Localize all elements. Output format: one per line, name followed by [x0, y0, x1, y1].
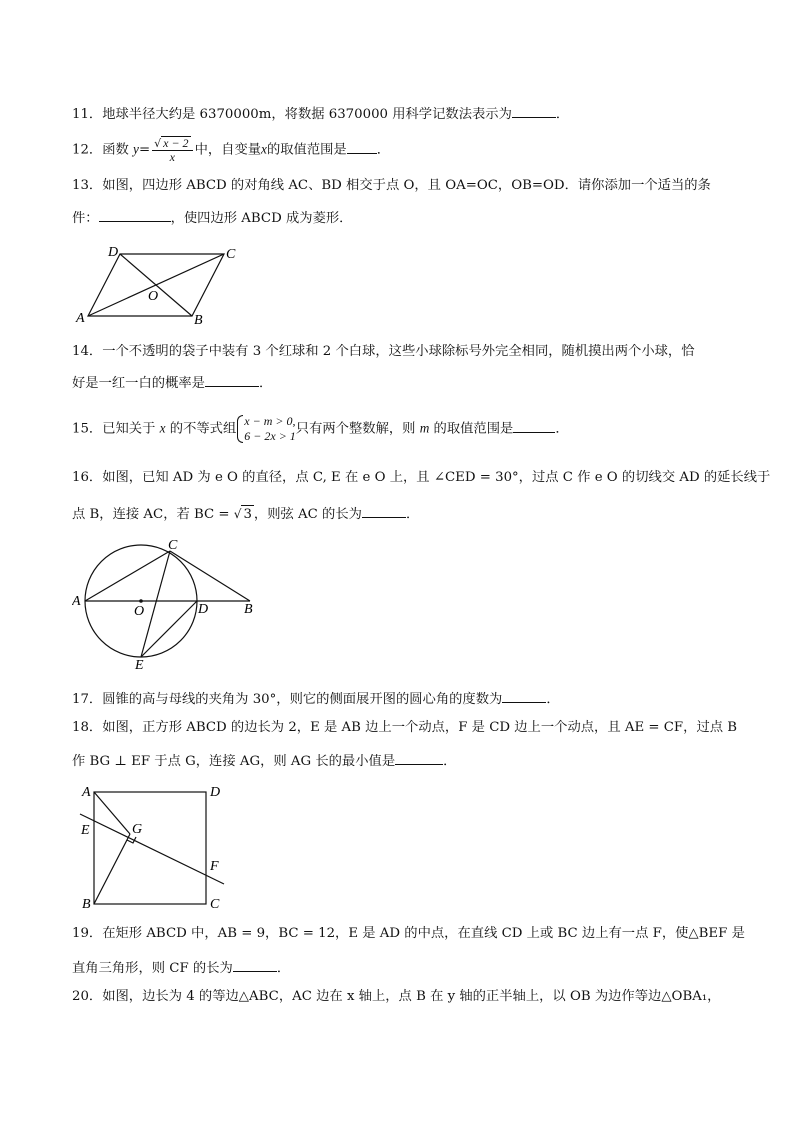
- answer-blank-13[interactable]: [99, 207, 171, 222]
- label-B: B: [244, 602, 253, 617]
- answer-blank-14[interactable]: [205, 372, 259, 387]
- question-18-line1: 18．如图，正方形 ABCD 的边长为 2，E 是 AB 边上一个动点，F 是 CD 边上一个动点，且 AE = CF，过点 B: [72, 720, 738, 735]
- question-11: 11．地球半径大约是 6370000m，将数据 6370000 用科学记数法表示为 ．: [72, 103, 569, 124]
- inequality-system: x − m > 0, 6 − 2x > 1: [236, 414, 296, 444]
- label-A: A: [82, 785, 91, 800]
- question-16-line2: 点 B，连接 AC，若 BC = √ 3 ，则弦 AC 的长为 ．: [72, 503, 419, 524]
- question-19-line2: 直角三角形，则 CF 的长为 ．: [72, 957, 290, 978]
- label-O: O: [148, 289, 159, 304]
- question-12: 12．函数 y= $\frac{√ x - 2}{x}$ 中，自变量x的取值范围是 ．: [72, 136, 391, 164]
- label-C: C: [226, 247, 236, 262]
- circle-tangent-figure: [72, 535, 272, 675]
- answer-blank-15[interactable]: [513, 418, 555, 433]
- question-19-line1: 19．在矩形 ABCD 中，AB = 9，BC = 12，E 是 AD 的中点，在直线 CD 上或 BC 边上有一点 F，使△BEF 是: [72, 926, 745, 941]
- label-D: D: [210, 785, 221, 800]
- label-D: D: [198, 602, 209, 617]
- question-20-line1: 20．如图，边长为 4 的等边△ABC，AC 边在 x 轴上，点 B 在 y 轴的正半轴上，以 OB 为边作等边△OBA₁，: [72, 989, 721, 1004]
- q11-text: 11．地球半径大约是 6370000m，将数据 6370000 用科学记数法表示为: [72, 107, 512, 122]
- label-F: F: [210, 859, 219, 874]
- question-15: 15．已知关于 x 的不等式组 x − m > 0, 6 − 2x > 1 只有两个整数解，则 m 的取值范围是 ．: [72, 414, 569, 443]
- question-13-line1: 13．如图，四边形 ABCD 的对角线 AC、BD 相交于点 O，且 OA=OC，OB=OD．请你添加一个适当的条: [72, 178, 711, 193]
- label-D: D: [108, 245, 119, 260]
- label-G: G: [132, 822, 143, 837]
- answer-blank-12[interactable]: [347, 139, 377, 154]
- question-14-line2: 好是一红一白的概率是 ．: [72, 372, 272, 393]
- question-17: 17．圆锥的高与母线的夹角为 30°，则它的侧面展开图的圆心角的度数为 ．: [72, 688, 560, 709]
- label-C: C: [168, 538, 178, 553]
- label-E: E: [135, 658, 144, 673]
- question-14-line1: 14．一个不透明的袋子中装有 3 个红球和 2 个白球，这些小球除标号外完全相同，随机摸出两个小球，恰: [72, 344, 695, 359]
- answer-blank-19[interactable]: [233, 957, 277, 972]
- label-C: C: [210, 897, 220, 910]
- question-16-line1: 16．如图，已知 AD 为 e O 的直径，点 C, E 在 e O 上，且 ∠CED = 30°，过点 C 作 e O 的切线交 AD 的延长线于: [72, 470, 771, 485]
- fraction: $\frac{√ x - 2}{x}$: [152, 136, 192, 164]
- label-B: B: [194, 313, 203, 328]
- label-A: A: [76, 311, 85, 326]
- answer-blank-18[interactable]: [395, 750, 443, 765]
- label-B: B: [82, 897, 91, 910]
- answer-blank-16[interactable]: [362, 503, 406, 518]
- question-18-line2: 作 BG ⊥ EF 于点 G，连接 AG，则 AG 长的最小值是 ．: [72, 750, 456, 771]
- label-A: A: [72, 594, 81, 609]
- parallelogram-figure: [72, 240, 252, 330]
- label-O: O: [134, 604, 145, 619]
- question-13-line2: 件： ，使四边形 ABCD 成为菱形．: [72, 207, 352, 228]
- answer-blank-17[interactable]: [502, 688, 546, 703]
- square-figure: [72, 780, 242, 910]
- answer-blank-11[interactable]: [512, 103, 556, 118]
- label-E: E: [81, 823, 90, 838]
